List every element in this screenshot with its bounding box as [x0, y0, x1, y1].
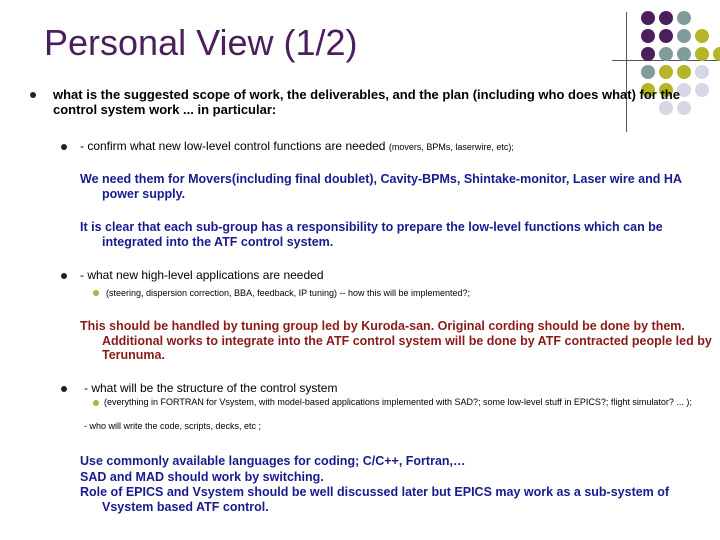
deco-dot: [695, 29, 709, 43]
deco-dot: [641, 29, 655, 43]
deco-dot: [659, 47, 673, 61]
deco-dot: [695, 83, 709, 97]
item3-sub: (everything in FORTRAN for Vsystem, with model-based applications implemented with SAD?; some low-level stuff in EPICS?; flight simulator? ... );: [104, 397, 692, 407]
deco-dot: [695, 47, 709, 61]
bullet: [61, 273, 67, 279]
deco-dot: [677, 29, 691, 43]
item3-who: - who will write the code, scripts, decks, etc ;: [84, 421, 262, 431]
deco-dot: [641, 65, 655, 79]
item3-notes: [80, 454, 700, 514]
item3-text: - what will be the structure of the control system: [84, 381, 338, 395]
sub-bullet: [93, 400, 99, 406]
bullet: [61, 386, 67, 392]
deco-dot: [659, 29, 673, 43]
page-title: Personal View (1/2): [44, 22, 358, 63]
deco-dot: [677, 65, 691, 79]
deco-dot: [659, 11, 673, 25]
item2-note: This should be handled by tuning group led by Kuroda-san. Original cording should be done by them. Additional works to integrate into the ATF control system will be done by ATF contracted people led by Terunuma.: [80, 319, 712, 362]
note-line: SAD and MAD should work by switching.: [80, 469, 324, 484]
deco-dot: [713, 47, 720, 61]
note-line: Role of EPICS and Vsystem should be well discussed later but EPICS may work as a sub-system of Vsystem based ATF control.: [80, 485, 670, 514]
deco-dot: [695, 65, 709, 79]
item1-small: (movers, BPMs, laserwire, etc);: [388, 142, 514, 152]
note-line: Use commonly available languages for coding; C/C++, Fortran,…: [80, 454, 466, 468]
item2-sub: (steering, dispersion correction, BBA, feedback, IP tuning) -- how this will be implemented?;: [106, 288, 471, 298]
item2-text: - what new high-level applications are needed: [80, 268, 324, 282]
deco-dot: [677, 47, 691, 61]
sub-bullet: [93, 290, 99, 296]
deco-dot: [641, 47, 655, 61]
item1-note-subgroups: It is clear that each sub-group has a responsibility to prepare the low-level functions which can be integrated into the ATF control system.: [80, 220, 663, 249]
item1-text: - confirm what new low-level control functions are needed: [80, 139, 386, 153]
item1-note-movers: We need them for Movers(including final doublet), Cavity-BPMs, Shintake-monitor, Laser wire and HA power supply.: [80, 172, 682, 201]
deco-dot: [677, 11, 691, 25]
deco-dot: [641, 11, 655, 25]
bullet: [30, 92, 36, 98]
bullet: [61, 144, 67, 150]
deco-dot: [659, 65, 673, 79]
item1-line: [80, 139, 640, 153]
main-question: what is the suggested scope of work, the deliverables, and the plan (including who does what) for the control system work ... in particular:: [53, 87, 680, 117]
